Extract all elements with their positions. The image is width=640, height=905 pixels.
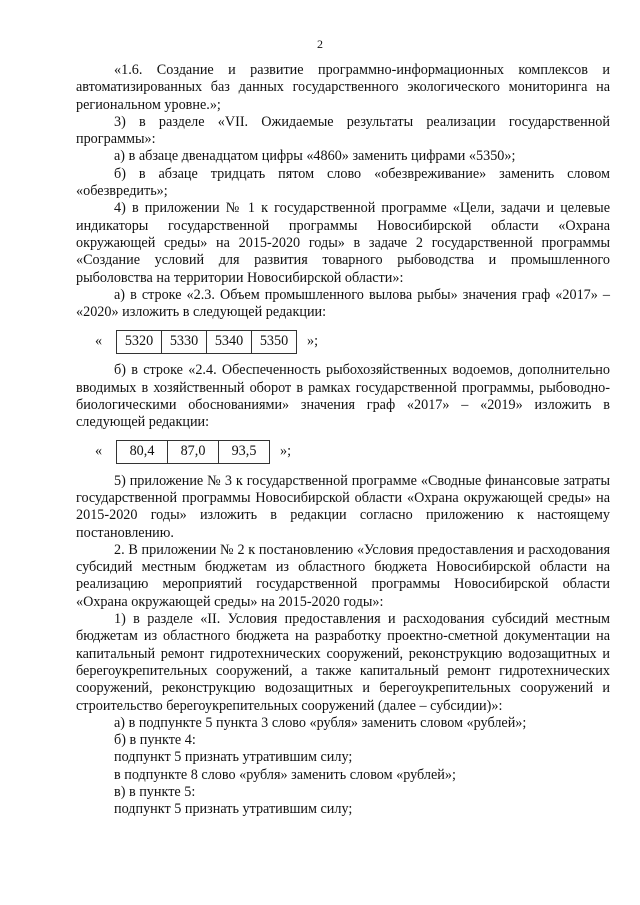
close-quote: »; (307, 333, 319, 350)
values-table-row-2-3 (95, 325, 610, 358)
paragraph-sub-a: а) в подпункте 5 пункта 3 слово «рубля» заменить словом «рублей»; (114, 714, 527, 731)
paragraph-item-4b: б) в строке «2.4. Обеспеченность рыбохозяйственных водоемов, дополнительно вводимых в хозяйственный оборот в рамках государственной программы, рыбоводно-биологическими обоснованиями» значения граф «2017» – «2019» изложить в следующей редакции: (76, 362, 610, 431)
page-number: 2 (317, 37, 323, 51)
paragraph-sub-b: б) в пункте 4: (114, 732, 196, 749)
paragraph-item-3a: а) в абзаце двенадцатом цифры «4860» заменить цифрами «5350»; (114, 148, 516, 165)
paragraph-sub-c-1: подпункт 5 признать утратившим силу; (114, 801, 353, 818)
values-table-2-4 (116, 440, 270, 464)
document-body (76, 62, 610, 819)
table-cell-2017: 80,4 (117, 441, 168, 464)
table-cell-2017: 5320 (117, 330, 162, 353)
paragraph-item-5: 5) приложение № 3 к государственной программе «Сводные финансовые затраты государственной программы Новосибирской области «Охрана окружающей среды» на 2015-2020 годы» изложить в редакции согласно приложению к настоящему постановлению. (76, 472, 610, 541)
paragraph-item-4: 4) в приложении № 1 к государственной программе «Цели, задачи и целевые индикаторы государственной программы Новосибирской области «Охрана окружающей среды» на 2015-2020 годы» в задаче 2 государственной программы «Создание условий для развития товарного рыбоводства и промышленного рыболовства на территории Новосибирской области»: (76, 200, 610, 286)
table-cell-2020: 5350 (252, 330, 297, 353)
table-cell-2019: 93,5 (219, 441, 270, 464)
table-cell-2018: 5330 (162, 330, 207, 353)
paragraph-item-3: 3) в разделе «VII. Ожидаемые результаты реализации государственной программы»: (76, 113, 610, 148)
paragraph-item-4a: а) в строке «2.3. Объем промышленного вылова рыбы» значения граф «2017» – «2020» изложить в следующей редакции: (76, 286, 610, 321)
paragraph-1-6: «1.6. Создание и развитие программно-информационных комплексов и автоматизированных баз данных государственного экологического мониторинга на региональном уровне.»; (76, 62, 610, 113)
paragraph-section-2: 2. В приложении № 2 к постановлению «Условия предоставления и расходования субсидий местным бюджетам из областного бюджета Новосибирской области на реализацию мероприятий государственной программы Новосибирской области «Охрана окружающей среды» на 2015-2020 годы»: (76, 541, 610, 610)
open-quote: « (95, 333, 103, 350)
open-quote: « (95, 443, 103, 460)
table-cell-2019: 5340 (207, 330, 252, 353)
paragraph-item-3b: б) в абзаце тридцать пятом слово «обезвреживание» заменить словом «обезвредить»; (76, 165, 610, 200)
paragraph-sub-b-2: в подпункте 8 слово «рубля» заменить словом «рублей»; (114, 766, 456, 783)
paragraph-sub-c: в) в пункте 5: (114, 783, 196, 800)
paragraph-sub-b-1: подпункт 5 признать утратившим силу; (114, 749, 353, 766)
values-table-2-3 (116, 330, 297, 354)
close-quote: »; (280, 443, 292, 460)
table-cell-2018: 87,0 (168, 441, 219, 464)
values-table-row-2-4 (95, 436, 610, 469)
paragraph-section-2-1: 1) в разделе «II. Условия предоставления и расходования субсидий местным бюджетам из областного бюджета на разработку проектно-сметной документации на капитальный ремонт гидротехнических сооружений, реконструкцию водозащитных и берегоукрепительных сооружений, а также капитальный ремонт гидротехнических сооружений, реконструкцию водозащитных и берегоукрепительных сооружений и строительство берегоукрепительных сооружений (далее – субсидии)»: (76, 611, 610, 714)
